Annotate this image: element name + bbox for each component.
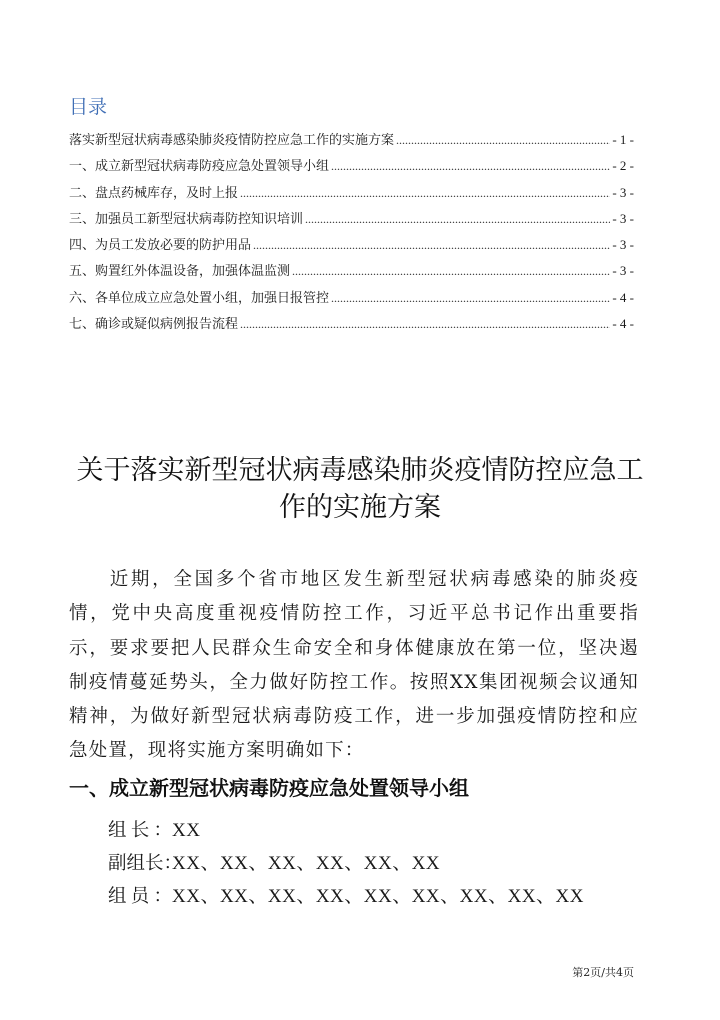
role-row-deputy-leader — [108, 847, 584, 880]
toc-item-text: 一、成立新型冠状病毒防疫应急处置领导小组 — [69, 159, 330, 175]
toc-item[interactable] — [69, 258, 634, 284]
toc-item-page: - 1 - — [612, 132, 634, 147]
toc-item-text: 落实新型冠状病毒感染肺炎疫情防控应急工作的实施方案 — [69, 133, 395, 148]
document-title-line-2: 作的实施方案 — [279, 492, 441, 523]
toc-item-text: 三、加强员工新型冠状病毒防控知识培训 — [69, 211, 304, 227]
toc-item-page: - 2 - — [612, 158, 634, 174]
toc-leader-dots — [331, 153, 610, 179]
toc-item-text: 六、各单位成立应急处置小组，加强日报管控 — [69, 290, 330, 306]
toc-item-page: - 3 - — [612, 184, 634, 200]
toc-item-text: 七、确诊或疑似病例报告流程 — [69, 317, 239, 333]
toc-item-text: 二、盘点药械库存，及时上报 — [69, 185, 239, 201]
document-title — [40, 452, 680, 526]
role-value: XX — [172, 820, 201, 841]
role-label: 组长： — [108, 820, 172, 841]
page-indicator: 第2页/共4页 — [572, 966, 634, 979]
toc-leader-dots — [396, 127, 610, 153]
intro-paragraph: 近期，全国多个省市地区发生新型冠状病毒感染的肺炎疫情，党中央高度重视疫情防控工作，习近平总书记作出重要指示，要求要把人民群众生命安全和身体健康放在第一位，坚决遏制疫情蔓延势头，全力做好防控工作。按照XX集团视频会议通知精神，为做好新型冠状病毒防疫工作，进一步加强疫情防控和应急处置，现将实施方案明确如下： — [69, 569, 639, 762]
toc-item[interactable] — [69, 153, 634, 179]
section-heading: 一、成立新型冠状病毒防疫应急处置领导小组 — [69, 776, 469, 800]
toc-item-page: - 3 - — [612, 263, 634, 279]
toc-item-page: - 3 - — [612, 210, 634, 226]
toc-item-text: 四、为员工发放必要的防护用品 — [69, 238, 252, 254]
toc-item-page: - 4 - — [612, 316, 634, 332]
toc-leader-dots — [292, 258, 610, 284]
toc-item[interactable] — [69, 127, 634, 153]
toc-item[interactable] — [69, 311, 634, 337]
toc-title: 目录 — [69, 96, 108, 118]
toc-leader-dots — [240, 180, 610, 206]
role-value: XX、XX、XX、XX、XX、XX — [172, 853, 441, 874]
role-label: 副组长： — [108, 853, 183, 874]
toc-item[interactable] — [69, 285, 634, 311]
toc-leader-dots — [331, 285, 610, 311]
table-of-contents — [69, 127, 634, 337]
role-label: 组员： — [108, 886, 172, 907]
leadership-group-list — [108, 814, 584, 913]
toc-leader-dots — [305, 206, 610, 232]
toc-item[interactable] — [69, 232, 634, 258]
document-title-line-1: 关于落实新型冠状病毒感染肺炎疫情防控应急工 — [76, 455, 644, 486]
toc-item[interactable] — [69, 180, 634, 206]
toc-item-text: 五、购置红外体温设备，加强体温监测 — [69, 264, 291, 280]
toc-item-page: - 4 - — [612, 289, 634, 305]
toc-leader-dots — [240, 311, 610, 337]
role-row-members — [108, 880, 584, 913]
toc-item[interactable] — [69, 206, 634, 232]
role-row-leader — [108, 814, 584, 847]
toc-item-page: - 3 - — [612, 237, 634, 253]
toc-leader-dots — [253, 232, 610, 258]
role-value: XX、XX、XX、XX、XX、XX、XX、XX、XX — [172, 886, 584, 907]
